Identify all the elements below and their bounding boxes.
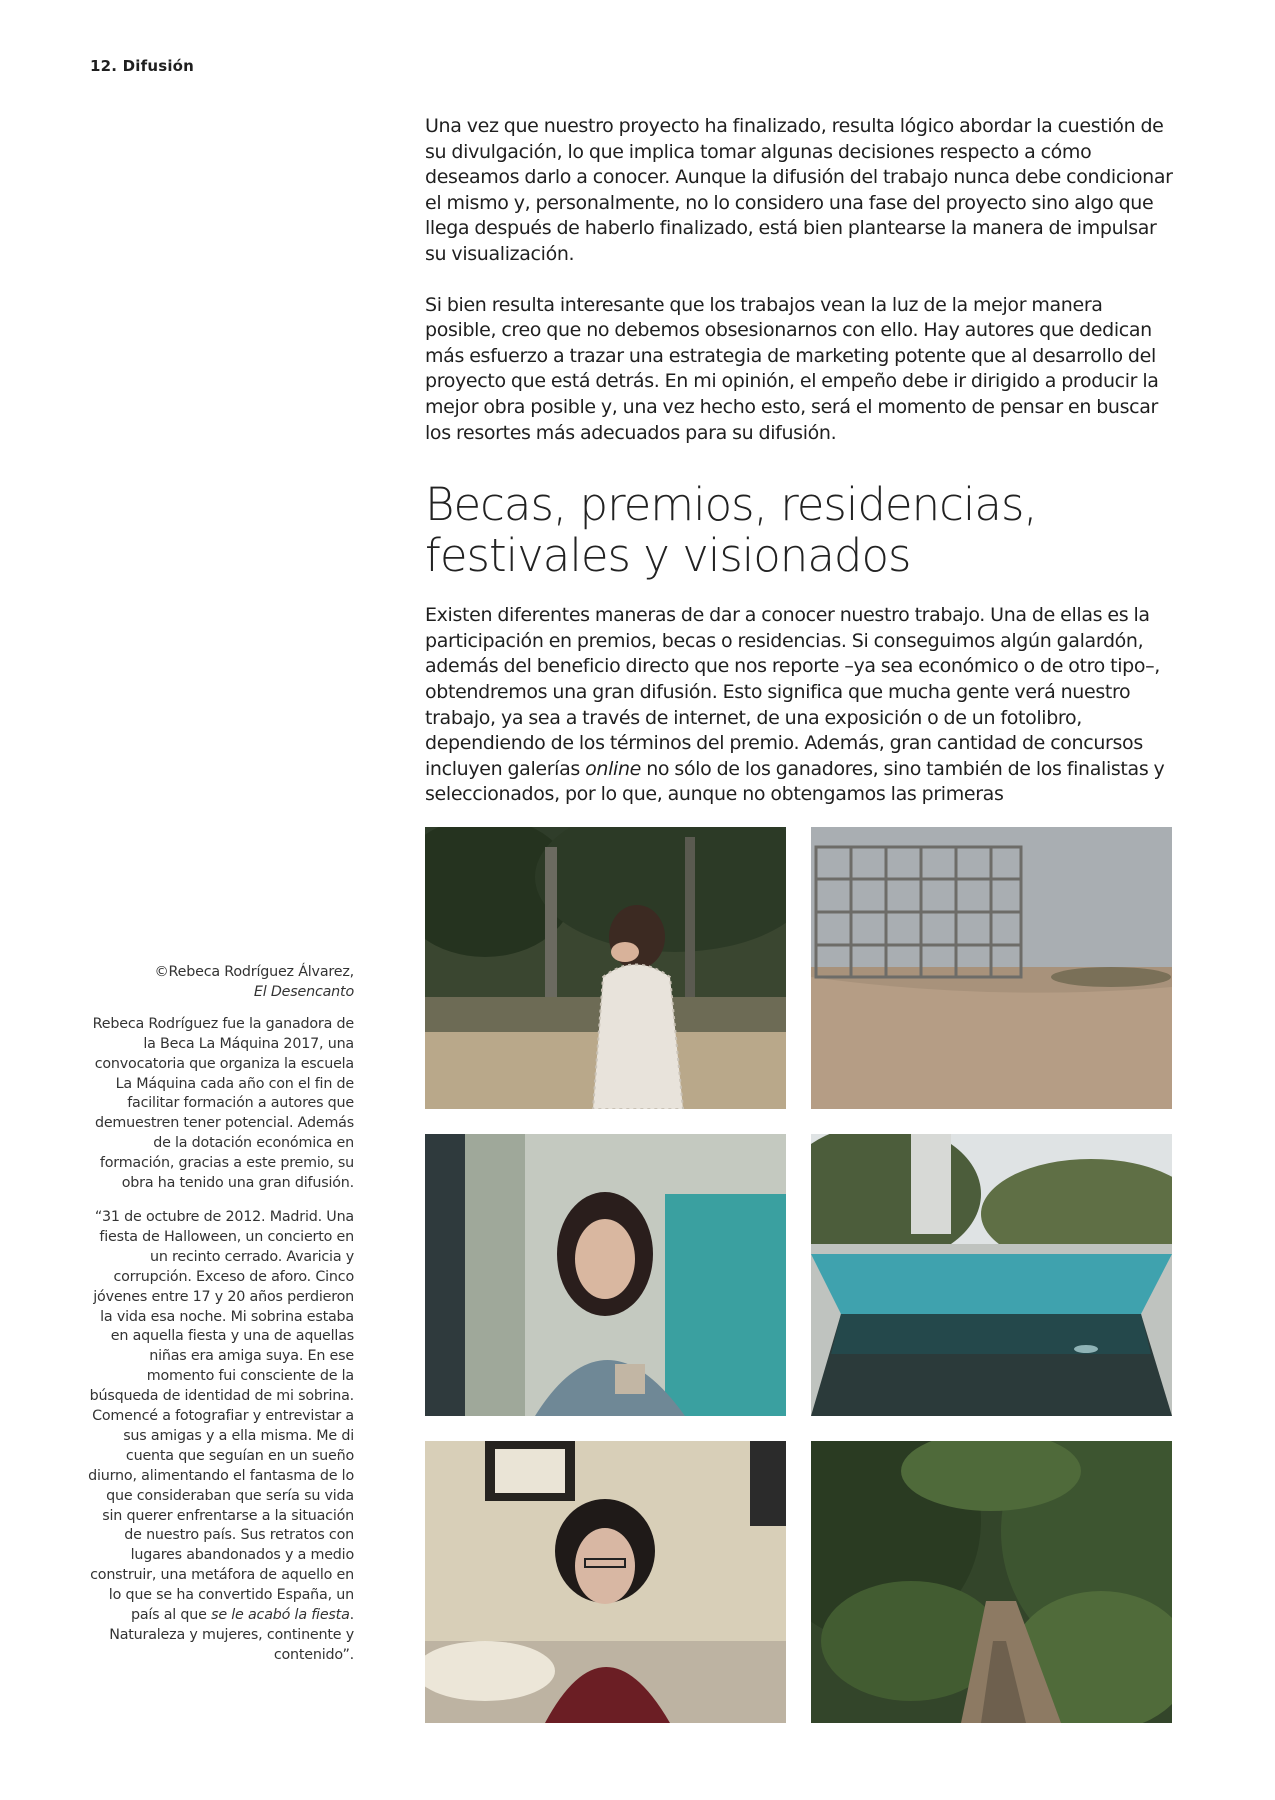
caption-bio: Rebeca Rodríguez fue la ganadora de la Beca La Máquina 2017, una convocatoria que organiza la escuela La Máquina cada año con el fin de facilitar formación a autores que demuestren tener potencial. Además de la dotación económica en formación, gracias a este premio, su obra ha tenido una gran difusión. (92, 1015, 354, 1192)
body-paragraph-1: Una vez que nuestro proyecto ha finalizado, resulta lógico abordar la cuestión de su divulgación, lo que implica tomar algunas decisiones respecto a cómo deseamos darlo a conocer. Aunque la difusión del trabajo nunca debe condicionar el mismo y, personalmente, no lo considero una fase del proyecto sino algo que llega después de haberlo finalizado, está bien plantearse la manera de impulsar su visualización. (425, 115, 1173, 265)
main-column (425, 114, 1177, 807)
quote-italic: se le acabó la fiesta (211, 1607, 350, 1624)
body-paragraph-2: Si bien resulta interesante que los trabajos vean la luz de la mejor manera posible, creo que no debemos obsesionarnos con ello. Hay autores que dedican más esfuerzo a trazar una estrategia de marketing potente que al desarrollo del proyecto que está detrás. En mi opinión, el empeño debe ir dirigido a producir la mejor obra posible y, una vez hecho esto, será el momento de pensar en buscar los resortes más adecuados para su difusión. (425, 293, 1159, 444)
photo-empty-pool (811, 1134, 1172, 1416)
photo-girl-lace-top (425, 827, 786, 1109)
photo-girl-teal-room (425, 1134, 786, 1416)
photo-girl-glasses (425, 1441, 786, 1723)
credit-author: ©Rebeca Rodríguez Álvarez, (154, 964, 354, 980)
credit-title: El Desencanto (253, 983, 354, 1000)
photo-credit (88, 963, 354, 1003)
section-paragraph (425, 603, 1177, 807)
section-title: Becas, premios, residencias, festivales y visionados (425, 478, 1037, 583)
section-paragraph-text-end: no sólo de los ganadores, sino también de los finalistas y seleccionados, por lo que, aunque no obtengamos las primeras (425, 757, 1165, 806)
quote-text-end: . Naturaleza y mujeres, continente y contenido”. (109, 1607, 354, 1663)
section-paragraph-italic: online (585, 757, 642, 780)
quote-text: “31 de octubre de 2012. Madrid. Una fiesta de Halloween, un concierto en un recinto cerrado. Avaricia y corrupción. Exceso de aforo. Cinco jóvenes entre 17 y 20 años perdieron la vida esa noche. Mi sobrina estaba en aquella fiesta y una de aquellas niñas era amiga suya. En ese momento fui consciente de la búsqueda de identidad de mi sobrina. Comencé a fotografiar y entrevistar a sus amigas y a ella misma. Me di cuenta que seguían en un sueño diurno, alimentando el fantasma de lo que consideraban que sería su vida sin querer enfrentarse a la situación de nuestro país. Sus retratos con lugares abandonados y a medio construir, una metáfora de aquello en lo que se ha convertido España, un país al que (88, 1208, 354, 1624)
page-header-section: 12. Difusión (90, 57, 195, 75)
section-paragraph-text: Existen diferentes maneras de dar a conocer nuestro trabajo. Una de ellas es la participación en premios, becas o residencias. Si conseguimos algún galardón, además del beneficio directo que nos reporte –ya sea económico o de otro tipo–, obtendremos una gran difusión. Esto significa que mucha gente verá nuestro trabajo, ya sea a través de internet, de una exposición o de un fotolibro, dependiendo de los términos del premio. Además, gran cantidad de concursos incluyen galerías (425, 604, 1160, 780)
photo-forest-path (811, 1441, 1172, 1723)
caption-quote (88, 1208, 354, 1666)
sidebar-caption (88, 963, 354, 1680)
photo-unfinished-building (811, 827, 1172, 1109)
